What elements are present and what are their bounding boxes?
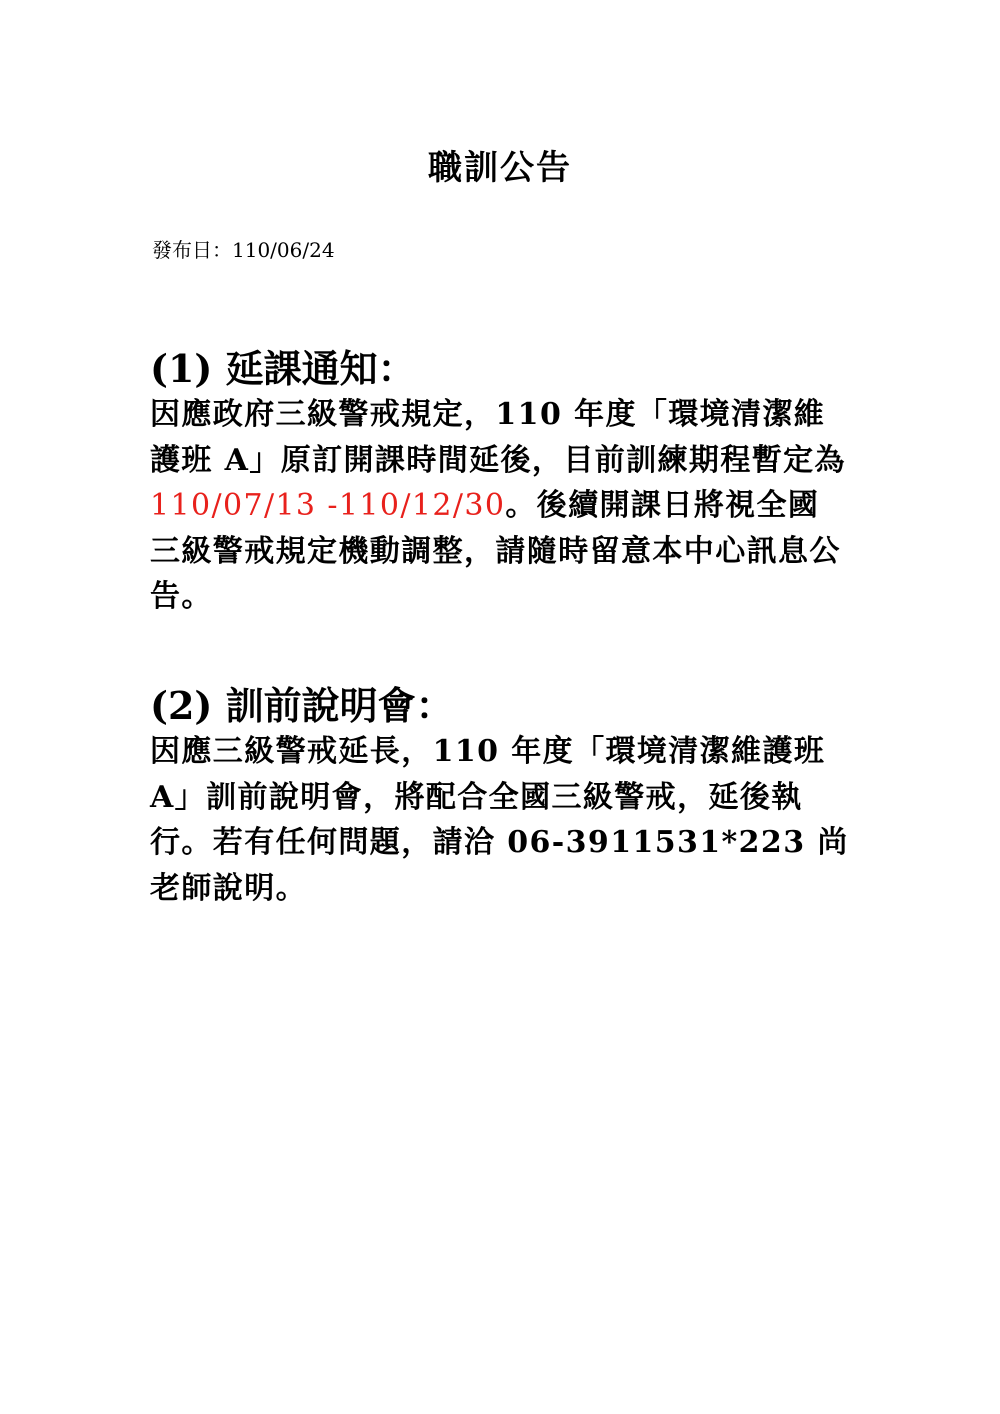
publish-date-label: 發布日： xyxy=(152,238,232,262)
section-body xyxy=(150,392,850,620)
section-orientation xyxy=(150,683,850,911)
publish-date-value: 110/06/24 xyxy=(232,238,335,262)
training-period-dates: 110/07/13 -110/12/30 xyxy=(150,488,506,523)
page-title: 職訓公告 xyxy=(428,148,572,188)
section-body: 因應三級警戒延長，110 年度「環境清潔維護班 A」訓前說明會，將配合全國三級警戒，延後執行。若有任何問題，請洽 06-3911531*223 尚老師說明。 xyxy=(150,734,849,906)
section-heading: (1) 延課通知： xyxy=(150,346,416,391)
publish-date-line xyxy=(152,234,335,263)
section-body-text: 。後續開課日將視全國三級警戒規定機動調整，請隨時留意本中心訊息公告。 xyxy=(150,488,841,614)
section-heading: (2) 訓前說明會： xyxy=(150,683,454,728)
section-body-text: 因應政府三級警戒規定，110 年度「環境清潔維護班 A」原訂開課時間延後，目前訓練期程暫定為 xyxy=(150,397,846,478)
section-course-delay xyxy=(150,346,850,620)
